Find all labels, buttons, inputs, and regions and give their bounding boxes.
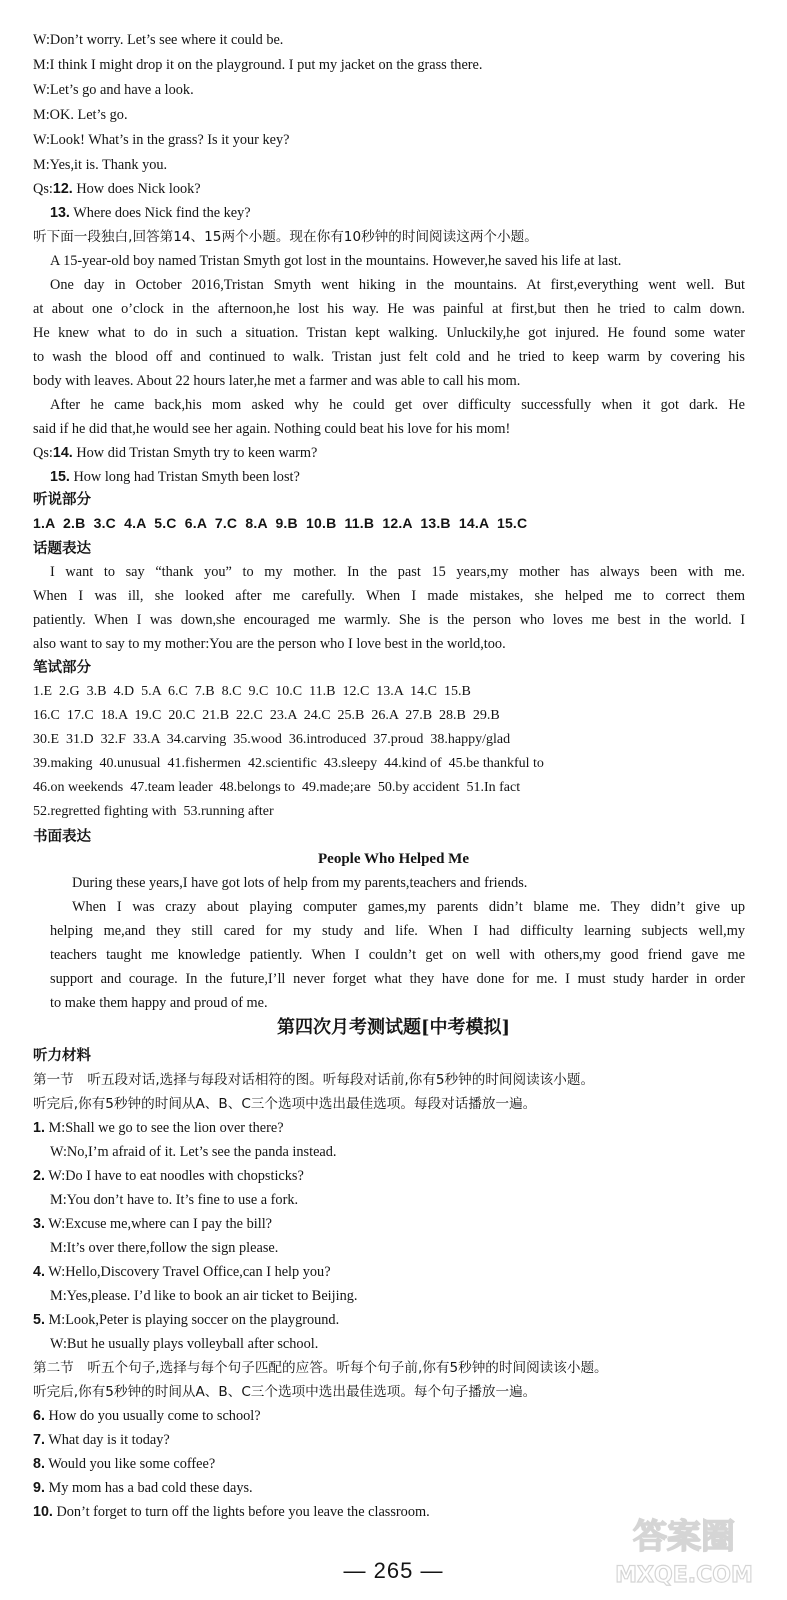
- dialogue-line: M:Yes,please. I’d like to book an air ticket to Beijing.: [50, 1288, 358, 1304]
- section-heading-writing: 书面表达: [33, 829, 91, 845]
- monologue-line: A 15-year-old boy named Tristan Smyth got lost in the mountains. However,he saved his life at last.: [50, 253, 622, 269]
- qs-prefix: Qs:: [33, 181, 53, 197]
- sentence-text: What day is it today?: [48, 1432, 170, 1448]
- question-14: [33, 444, 317, 462]
- question-text: How does Nick look?: [76, 181, 201, 197]
- section-heading-topic: 话题表达: [33, 541, 91, 557]
- topic-line: also want to say to my mother:You are the person who I love best in the world,too.: [33, 636, 506, 652]
- essay-line: During these years,I have got lots of help from my parents,teachers and friends.: [72, 875, 528, 891]
- dialogue-line: W:Look! What’s in the grass? Is it your key?: [33, 132, 290, 148]
- part2-intro: 听完后,你有5秒钟的时间从A、B、C三个选项中选出最佳选项。每个句子播放一遍。: [33, 1384, 537, 1400]
- question-number: 13.: [50, 205, 70, 221]
- dialogue-line: W:Do I have to eat noodles with chopsticks?: [48, 1168, 304, 1184]
- answer-key-written: 39.making 40.unusual 41.fishermen 42.scientific 43.sleepy 44.kind of 45.be thankful to: [33, 756, 544, 771]
- sentence-item: [33, 1503, 430, 1521]
- sentence-text: How do you usually come to school?: [48, 1408, 261, 1424]
- item-number: 6.: [33, 1408, 45, 1424]
- topic-line: When I was ill, she looked after me carefully. When I made mistakes, she helped me to correct them: [33, 588, 745, 604]
- dialogue-item: [33, 1263, 331, 1281]
- monologue-line: After he came back,his mom asked why he could get over difficulty successfully when it got dark. He: [50, 397, 745, 413]
- qs-prefix: Qs:: [33, 445, 53, 461]
- sentence-item: [33, 1455, 215, 1473]
- dialogue-item: [33, 1167, 304, 1185]
- sentence-item: [33, 1407, 261, 1425]
- essay-title: People Who Helped Me: [318, 851, 469, 867]
- dialogue-line: M:I think I might drop it on the playground. I put my jacket on the grass there.: [33, 57, 483, 73]
- svg-text:答案圈: 答案圈: [633, 1517, 735, 1557]
- monologue-line: said if he did that,he would see her again. Nothing could beat his love for his mom!: [33, 421, 511, 437]
- monologue-intro: 听下面一段独白,回答第14、15两个小题。现在你有10秒钟的时间阅读这两个小题。: [33, 229, 538, 245]
- item-number: 1.: [33, 1120, 45, 1136]
- dialogue-item: [33, 1215, 272, 1233]
- section-heading-written: 笔试部分: [33, 660, 91, 676]
- monologue-line: One day in October 2016,Tristan Smyth went hiking in the mountains. At first,everything went well. But: [50, 277, 745, 293]
- section-heading-material: 听力材料: [33, 1048, 91, 1064]
- watermark-logo-icon: [599, 1510, 769, 1592]
- dialogue-line: M:You don’t have to. It’s fine to use a fork.: [50, 1192, 299, 1208]
- essay-line: helping me,and they still cared for my study and life. When I had difficulty learning subjects well,my: [50, 923, 745, 939]
- dialogue-line: W:Let’s go and have a look.: [33, 82, 194, 98]
- sentence-item: [33, 1431, 170, 1449]
- dialogue-line: W:Excuse me,where can I pay the bill?: [48, 1216, 273, 1232]
- monologue-line: to wash the blood off and continued to walk. Tristan just felt cold and he tried to keep warm by covering his: [33, 349, 745, 365]
- question-text: Where does Nick find the key?: [73, 205, 251, 221]
- part1-intro: 听完后,你有5秒钟的时间从A、B、C三个选项中选出最佳选项。每段对话播放一遍。: [33, 1096, 537, 1112]
- item-number: 8.: [33, 1456, 45, 1472]
- essay-line: When I was crazy about playing computer games,my parents didn’t blame me. They didn’t give up: [72, 899, 745, 915]
- dialogue-item: [33, 1119, 284, 1137]
- answer-key-written: 46.on weekends 47.team leader 48.belongs to 49.made;are 50.by accident 51.In fact: [33, 780, 521, 795]
- item-number: 9.: [33, 1480, 45, 1496]
- dialogue-line: W:No,I’m afraid of it. Let’s see the panda instead.: [50, 1144, 337, 1160]
- dialogue-line: W:But he usually plays volleyball after school.: [50, 1336, 319, 1352]
- sentence-text: Don’t forget to turn off the lights before you leave the classroom.: [56, 1504, 430, 1520]
- question-13: [50, 204, 251, 222]
- item-number: 5.: [33, 1312, 45, 1328]
- page-number: — 265 —: [343, 1558, 444, 1583]
- question-number: 14.: [52, 445, 73, 461]
- answer-key-listening: 1.A 2.B 3.C 4.A 5.C 6.A 7.C 8.A 9.B 10.B 11.B 12.A 13.B 14.A 15.C: [33, 515, 528, 531]
- part1-intro: 第一节 听五段对话,选择与每段对话相符的图。听每段对话前,你有5秒钟的时间阅读该小题。: [33, 1072, 595, 1088]
- answer-key-written: 16.C 17.C 18.A 19.C 20.C 21.B 22.C 23.A 24.C 25.B 26.A 27.B 28.B 29.B: [33, 708, 500, 723]
- dialogue-line: M:Shall we go to see the lion over there?: [48, 1120, 284, 1136]
- question-12: [33, 180, 201, 198]
- svg-text:MXQE.COM: MXQE.COM: [615, 1563, 753, 1588]
- section-heading-listening: 听说部分: [33, 492, 91, 508]
- sentence-text: My mom has a bad cold these days.: [48, 1480, 253, 1496]
- part2-intro: 第二节 听五个句子,选择与每个句子匹配的应答。听每个句子前,你有5秒钟的时间阅读该小题。: [33, 1360, 608, 1376]
- monologue-line: He knew what to do in such a situation. Tristan kept walking. Unluckily,he got injured. He found some water: [33, 325, 745, 341]
- item-number: 2.: [33, 1168, 45, 1184]
- monologue-line: at about one o’clock in the afternoon,he lost his way. He was painful at first,but then he tried to calm down.: [33, 301, 745, 317]
- topic-line: I want to say “thank you” to my mother. In the past 15 years,my mother has always been with me.: [50, 564, 745, 580]
- topic-line: patiently. When I was down,she encouraged me warmly. She is the person who loves me best in the world. I: [33, 612, 745, 628]
- question-number: 12.: [52, 181, 73, 197]
- sentence-text: Would you like some coffee?: [48, 1456, 216, 1472]
- dialogue-line: M:Look,Peter is playing soccer on the playground.: [48, 1312, 340, 1328]
- exam-title: 第四次月考测试题[中考模拟]: [276, 1017, 511, 1038]
- question-text: How did Tristan Smyth try to keen warm?: [76, 445, 318, 461]
- question-text: How long had Tristan Smyth been lost?: [73, 469, 300, 485]
- dialogue-line: M:Yes,it is. Thank you.: [33, 157, 168, 173]
- essay-line: support and courage. In the future,I’ll never forget what they have done for me. I must study harder in order: [50, 971, 745, 987]
- item-number: 4.: [33, 1264, 45, 1280]
- question-number: 15.: [50, 469, 70, 485]
- question-15: [50, 468, 300, 486]
- item-number: 7.: [33, 1432, 45, 1448]
- sentence-item: [33, 1479, 253, 1497]
- dialogue-item: [33, 1311, 339, 1329]
- answer-key-written: 30.E 31.D 32.F 33.A 34.carving 35.wood 36.introduced 37.proud 38.happy/glad: [33, 732, 511, 747]
- answer-key-written: 52.regretted fighting with 53.running after: [33, 804, 274, 819]
- monologue-line: body with leaves. About 22 hours later,he met a farmer and was able to call his mom.: [33, 373, 521, 389]
- answer-key-written: 1.E 2.G 3.B 4.D 5.A 6.C 7.B 8.C 9.C 10.C 11.B 12.C 13.A 14.C 15.B: [33, 684, 471, 699]
- item-number: 3.: [33, 1216, 45, 1232]
- dialogue-line: W:Don’t worry. Let’s see where it could be.: [33, 32, 284, 48]
- dialogue-line: M:It’s over there,follow the sign please.: [50, 1240, 279, 1256]
- essay-line: teachers taught me knowledge patiently. When I couldn’t get on well with others,my good friend gave me: [50, 947, 745, 963]
- dialogue-line: M:OK. Let’s go.: [33, 107, 128, 123]
- dialogue-line: W:Hello,Discovery Travel Office,can I help you?: [48, 1264, 331, 1280]
- essay-line: to make them happy and proud of me.: [50, 995, 268, 1011]
- item-number: 10.: [33, 1504, 53, 1520]
